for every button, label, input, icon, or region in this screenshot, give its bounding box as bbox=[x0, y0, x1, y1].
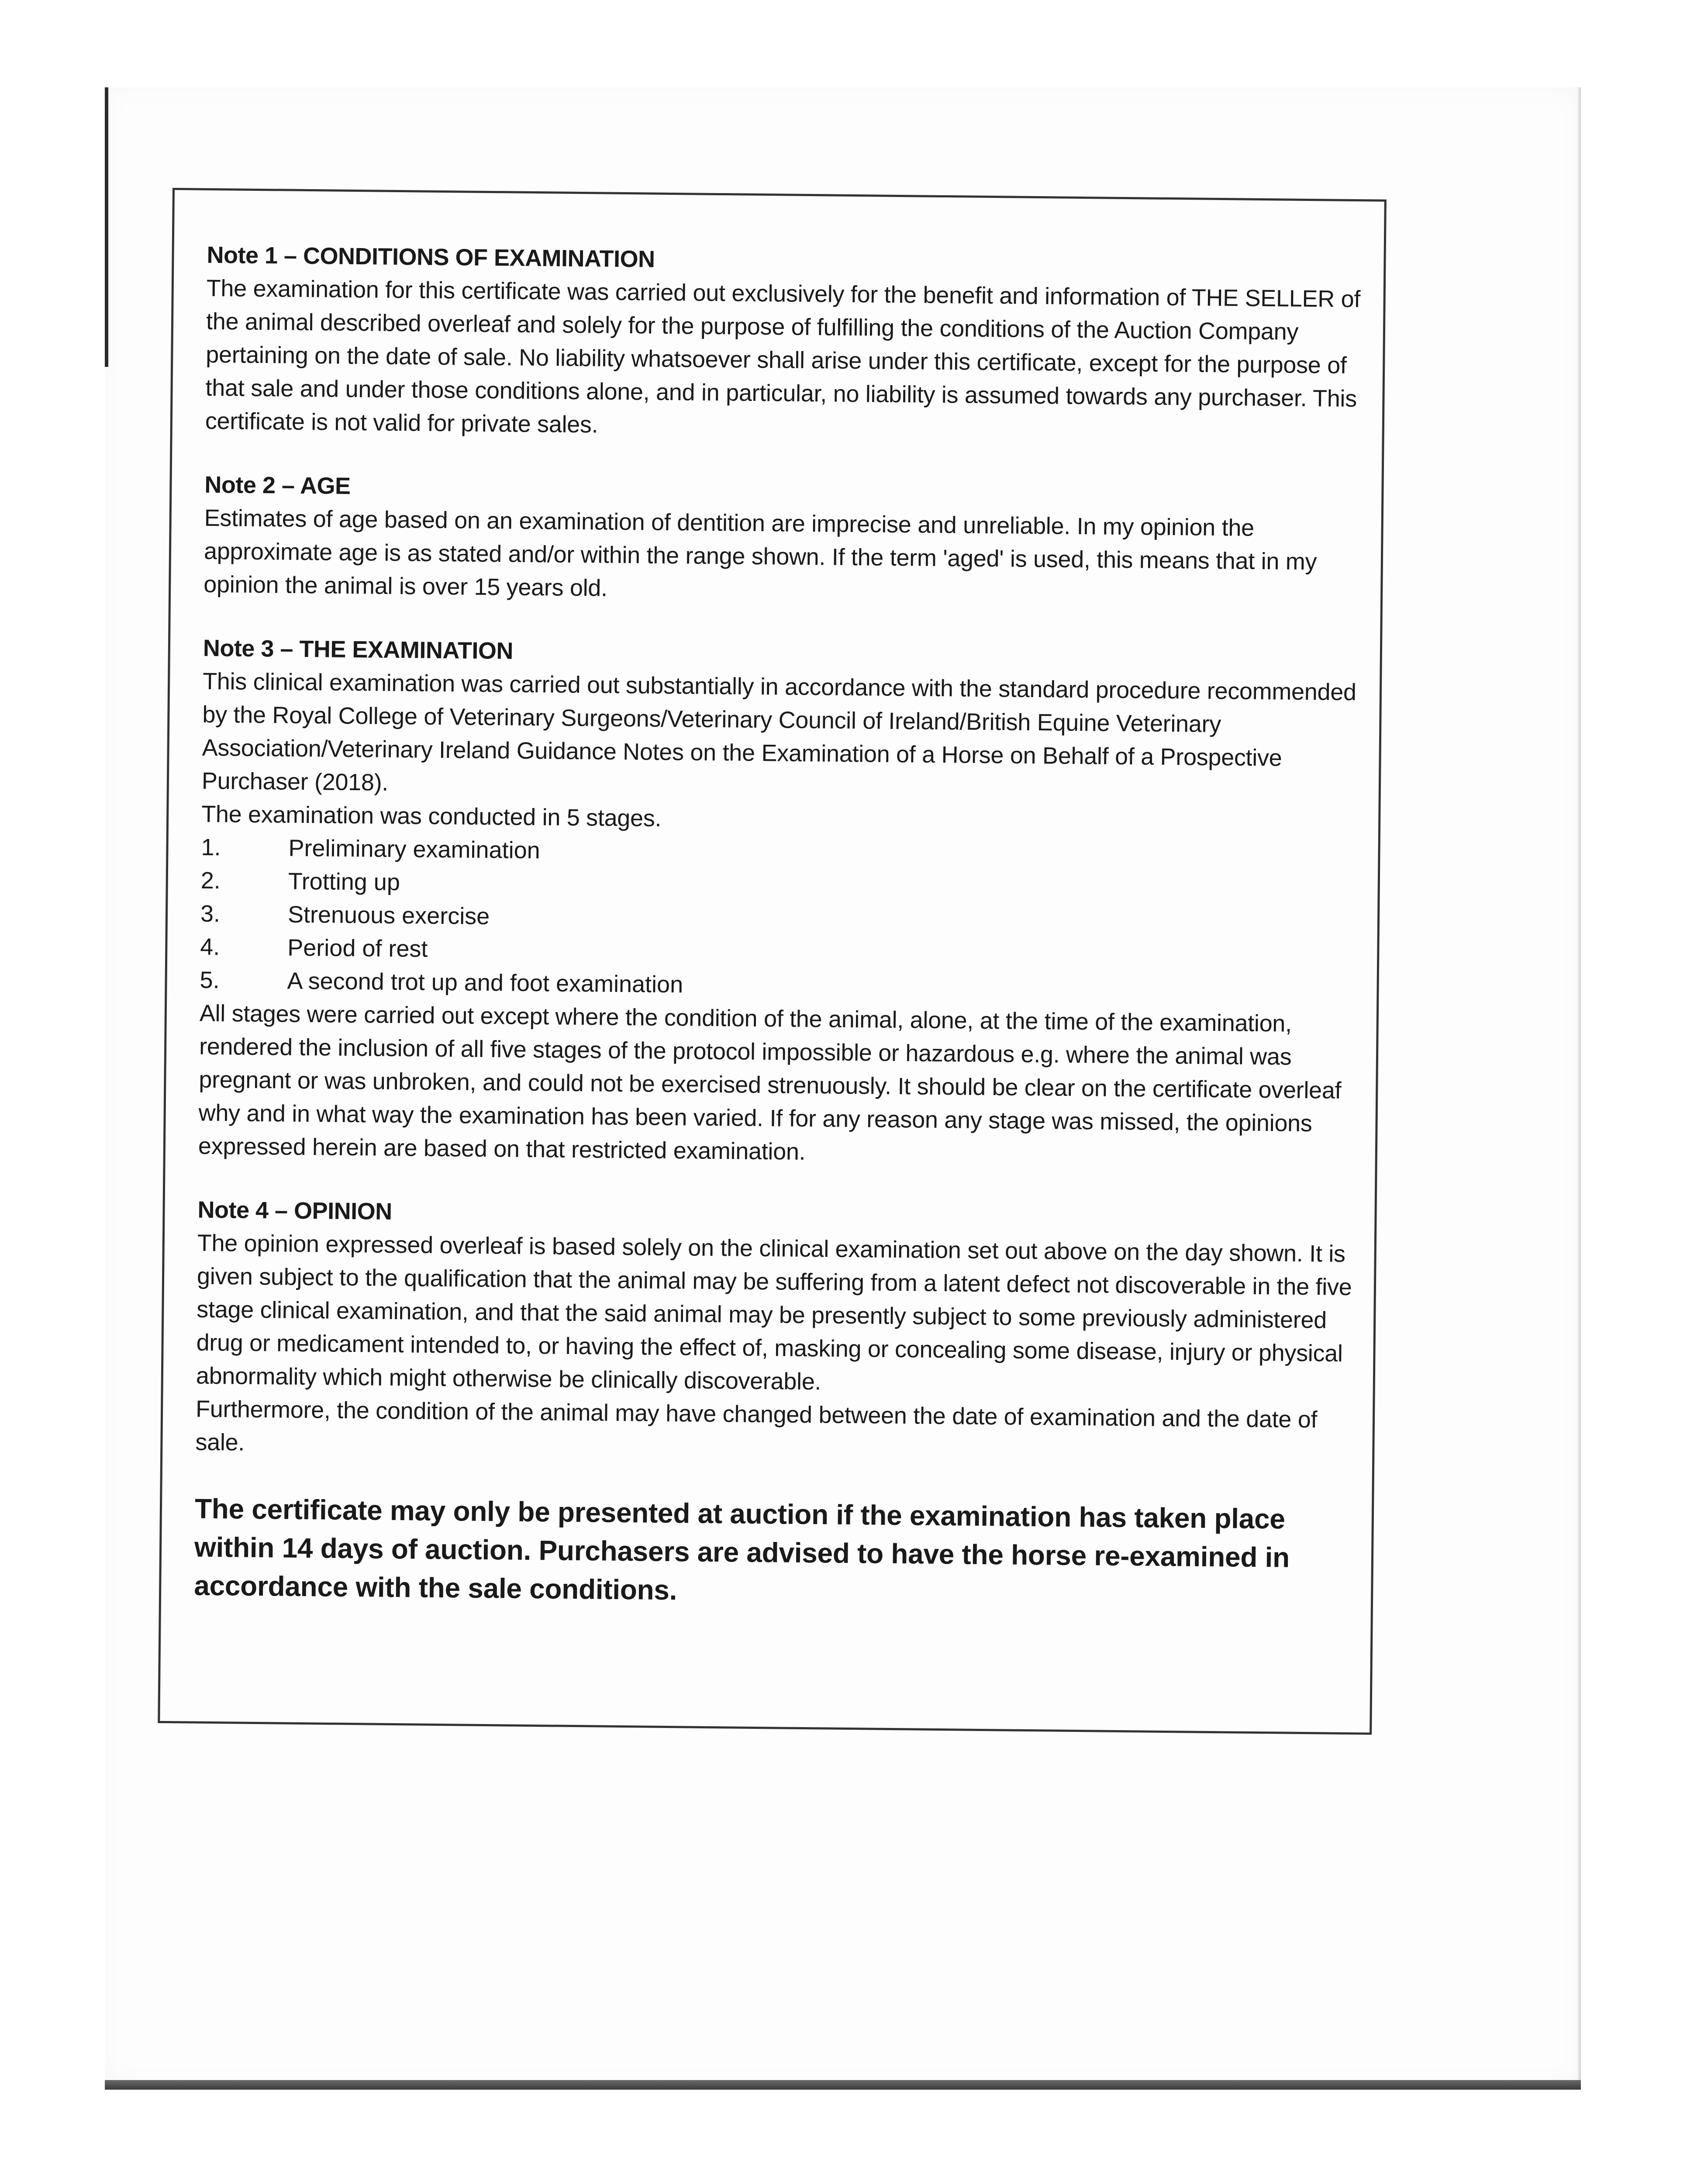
note-1-conditions bbox=[205, 238, 1362, 449]
note-1-heading: Note 1 – CONDITIONS OF EXAMINATION bbox=[207, 242, 655, 273]
paper-left-edge bbox=[105, 87, 108, 367]
note-1-paragraph: The examination for this certificate was carried out exclusively for the benefit and information of THE SELLER of the animal described overleaf and solely for the purpose of fulfilling the conditions of the Auction Company pertaining on the date of sale. No liability whatsoever shall arise under this certificate, except for the purpose of that sale and under those conditions alone, and in particular, no liability is assumed towards any purchaser. This certificate is not valid for private sales. bbox=[205, 275, 1361, 438]
note-3-stages-intro: The examination was conducted in 5 stages. bbox=[201, 801, 662, 832]
note-4-paragraph: The opinion expressed overleaf is based solely on the clinical examination set out above on the day shown. It is given subject to the qualification that the animal may be suffering from a latent defect not discoverable in the five stage clinical examination, and that the said animal may be presently subject to some previously administered drug or medicament intended to, or having the effect of, masking or concealing some disease, injury or physical abnormality which might otherwise be clinically discoverable. bbox=[196, 1230, 1352, 1395]
note-4-paragraph-furthermore: Furthermore, the condition of the animal may have changed between the date of examination and the date of sale. bbox=[195, 1396, 1318, 1456]
note-3-heading: Note 3 – THE EXAMINATION bbox=[203, 635, 514, 664]
note-2-heading: Note 2 – AGE bbox=[204, 471, 351, 499]
stage-number: 2. bbox=[200, 867, 221, 894]
stage-number: 5. bbox=[200, 967, 220, 994]
stage-label: Period of rest bbox=[287, 934, 428, 962]
final-statement: The certificate may only be presented at auction if the examination has taken place within 14 days of auction. Purchasers are advised to have the horse re-examined in accordance with the sale conditions. bbox=[193, 1493, 1290, 1606]
stage-number: 3. bbox=[200, 900, 221, 927]
note-2-age bbox=[204, 468, 1360, 612]
paper-right-edge bbox=[1577, 87, 1581, 2084]
stage-number: 1. bbox=[201, 834, 221, 861]
note-3-examination bbox=[198, 632, 1359, 1174]
stage-label: Strenuous exercise bbox=[287, 901, 490, 930]
note-3-paragraph: This clinical examination was carried out substantially in accordance with the standard procedure recommended by the Royal College of Veterinary Surgeons/Veterinary Council of Ireland/British Equine Veterinary Association/Veterinary Ireland Guidance Notes on the Examination of a Horse on Behalf of a Prospective Purchaser (2018). bbox=[201, 668, 1357, 796]
stage-label: A second trot up and foot examination bbox=[287, 968, 683, 998]
stage-list bbox=[200, 831, 1356, 1008]
note-4-heading: Note 4 – OPINION bbox=[197, 1196, 392, 1225]
stage-label: Trotting up bbox=[288, 868, 400, 896]
paper-bottom-edge bbox=[105, 2080, 1581, 2090]
note-2-paragraph: Estimates of age based on an examination of dentition are imprecise and unreliable. In my opinion the approximate age is as stated and/or within the range shown. If the term 'aged' is used, this means that in my opinion the animal is over 15 years old. bbox=[204, 505, 1317, 601]
stage-number: 4. bbox=[200, 933, 220, 961]
notes-box bbox=[158, 188, 1387, 1735]
note-4-opinion bbox=[195, 1193, 1353, 1470]
stage-label: Preliminary examination bbox=[288, 835, 540, 864]
note-3-closing-paragraph: All stages were carried out except where the condition of the animal, alone, at the time of the examination, rendered the inclusion of all five stages of the protocol impossible or hazardous e.g. where the animal was pregnant or was unbroken, and could not be exercised strenuously. It should be clear on the certificate overleaf why and in what way the examination has been varied. If for any reason any stage was missed, the opinions expressed herein are based on that restricted examination. bbox=[198, 1000, 1342, 1165]
